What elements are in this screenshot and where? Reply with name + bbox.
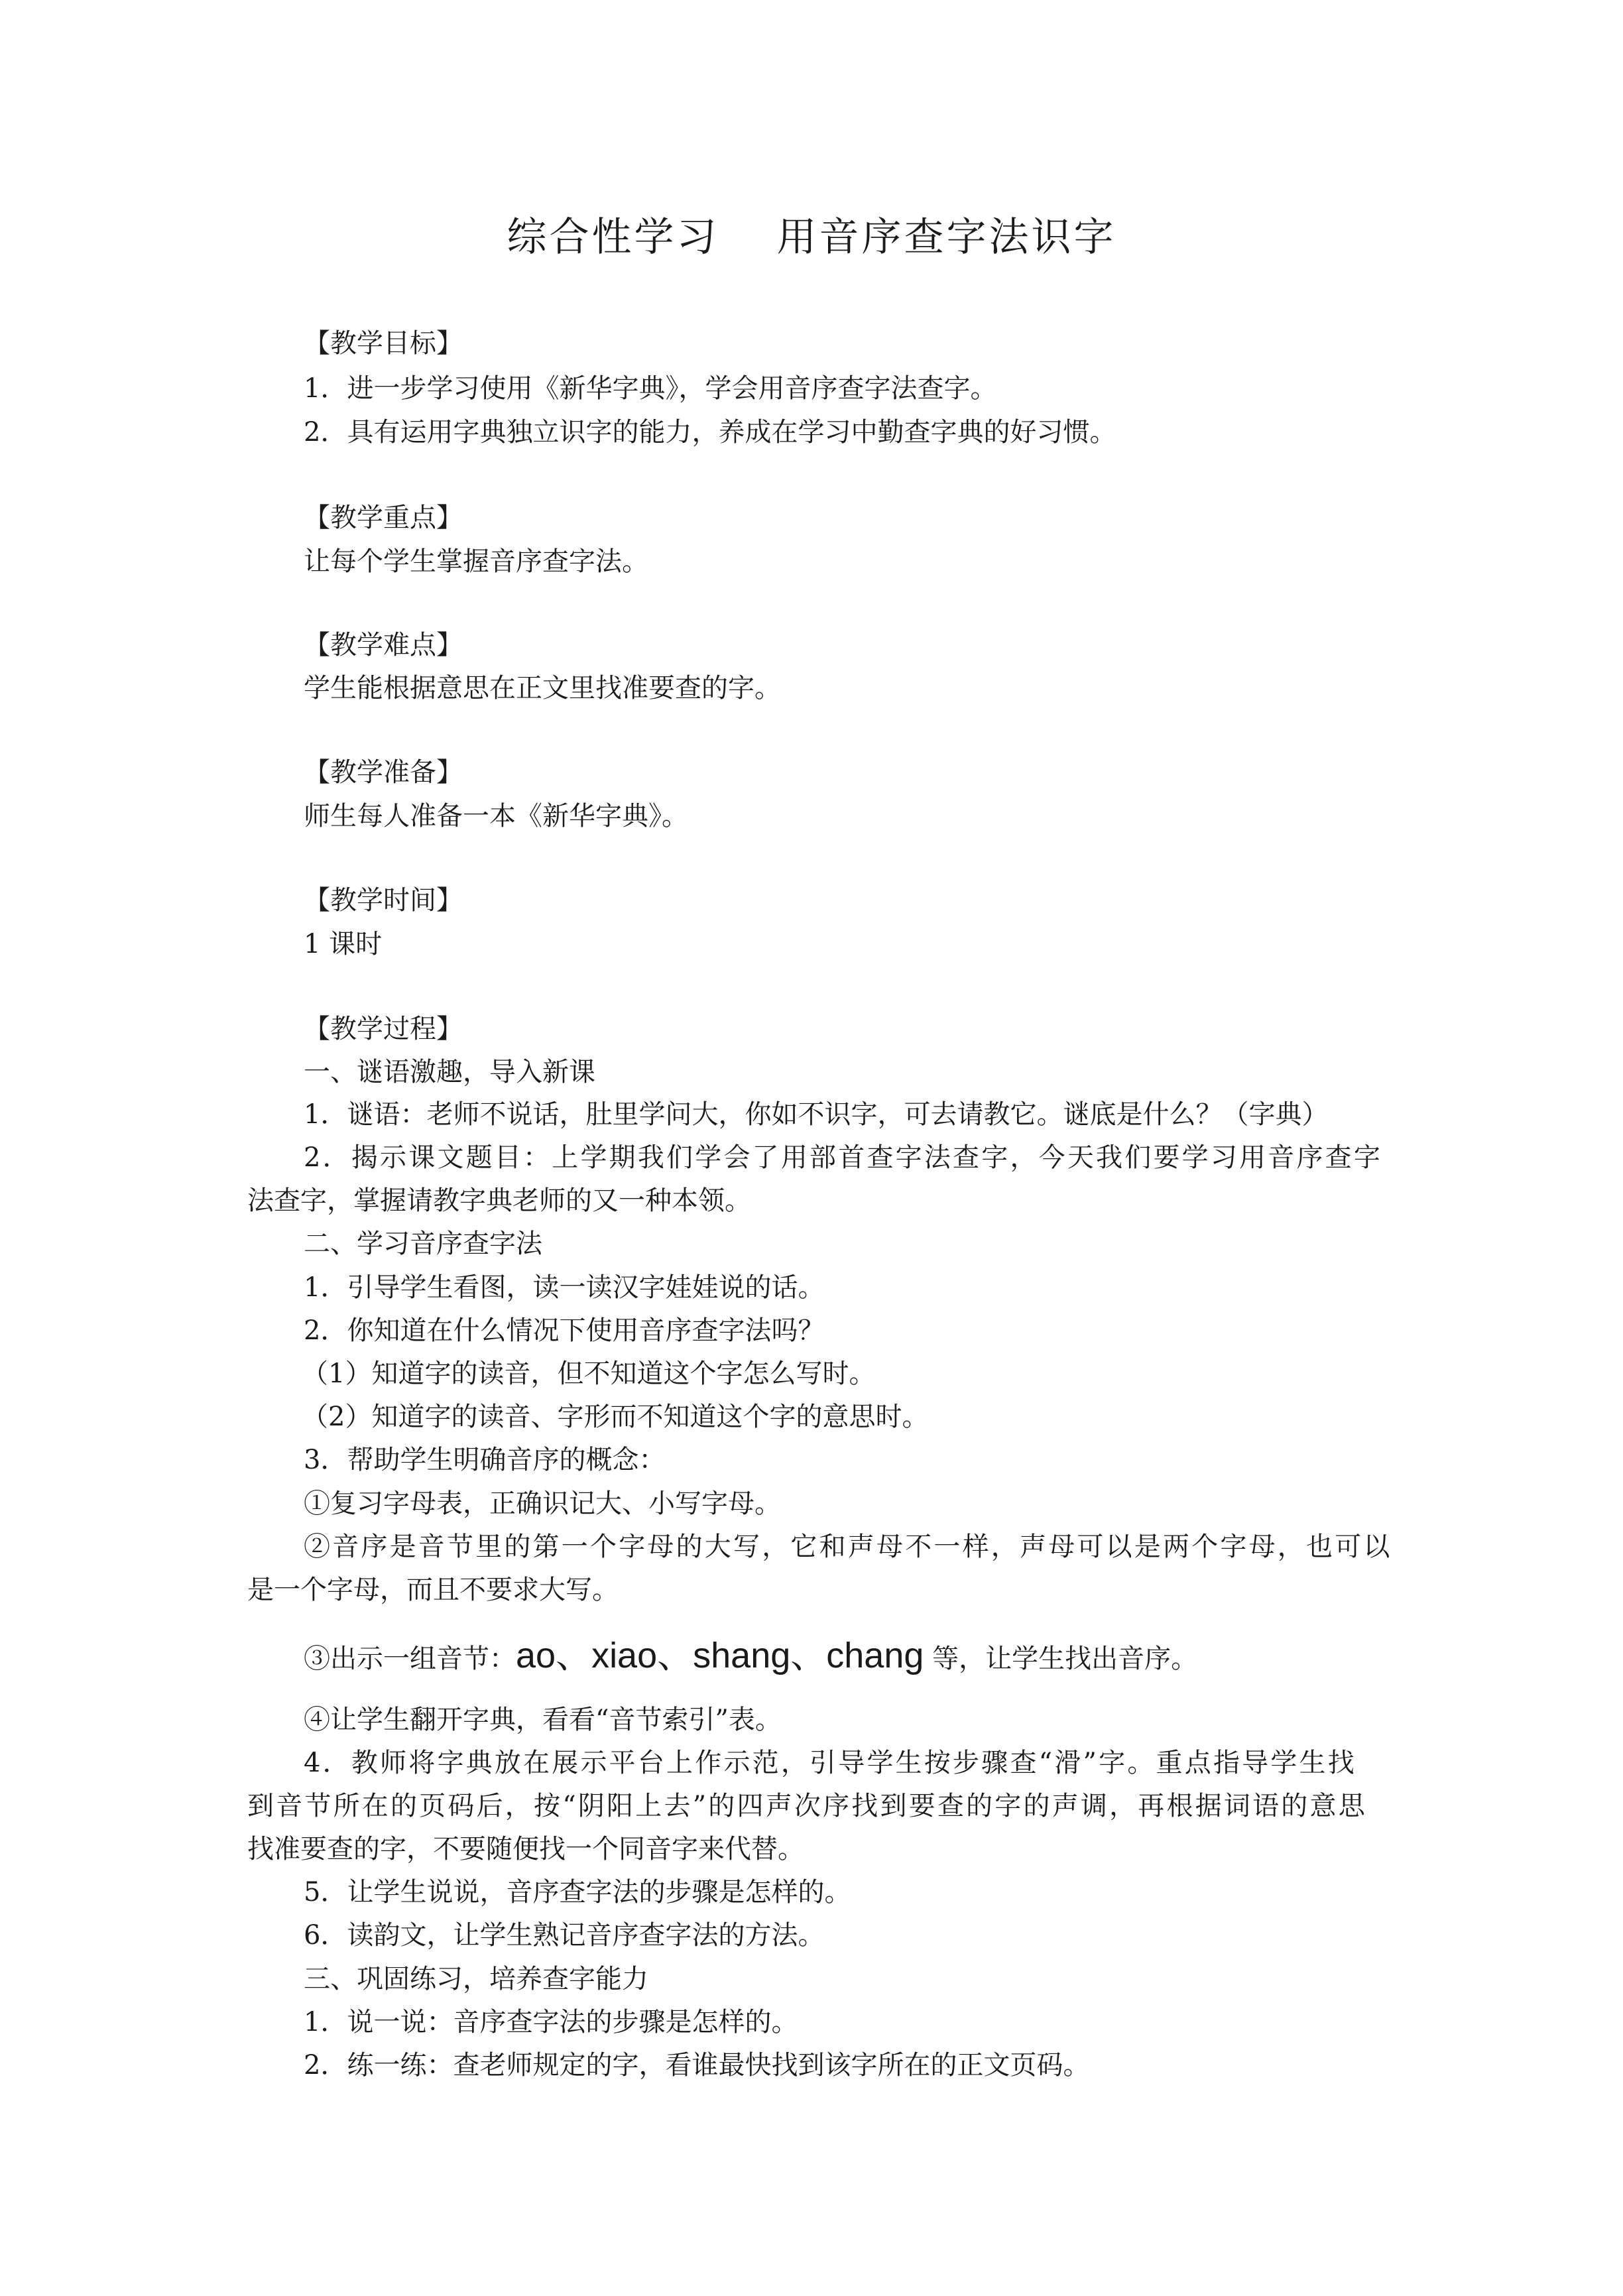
goals-heading: 【教学目标】: [304, 328, 463, 359]
key-point-text: 让每个学生掌握音序查字法。: [304, 546, 648, 577]
section3-p1: 1．说一说：音序查字法的步骤是怎样的。: [304, 2007, 798, 2037]
section2-c2-line1: ②音序是音节里的第一个字母的大写，它和声母不一样，声母可以是两个字母，也可以: [304, 1532, 1392, 1562]
process-heading: 【教学过程】: [304, 1014, 463, 1044]
section1-p1: 1．谜语：老师不说话，肚里学问大，你如不识字，可去请教它。谜底是什么？（字典）: [304, 1099, 1329, 1130]
section2-title: 二、学习音序查字法: [304, 1229, 542, 1259]
section2-c3-suffix: 等，让学生找出音序。: [924, 1644, 1198, 1674]
section2-p2b: （2）知道字的读音、字形而不知道这个字的意思时。: [302, 1402, 929, 1432]
pinyin-syllables: ao、xiao、shang、chang: [516, 1636, 924, 1675]
section2-p4-line1: 4．教师将字典放在展示平台上作示范，引导学生按步骤查“滑”字。重点指导学生找: [304, 1748, 1356, 1778]
section2-p6: 6．读韵文，让学生熟记音序查字法的方法。: [304, 1920, 825, 1951]
section2-p2a: （1）知道字的读音，但不知道这个字怎么写时。: [302, 1359, 876, 1389]
section2-c4: ④让学生翻开字典，看看“音节索引”表。: [304, 1705, 782, 1735]
section1-title: 一、谜语激趣，导入新课: [304, 1057, 595, 1087]
section2-p4-line3: 找准要查的字，不要随便找一个同音字来代替。: [247, 1834, 804, 1864]
section1-p2-line1: 2．揭示课文题目：上学期我们学会了用部首查字法查字，今天我们要学习用音序查字: [304, 1142, 1383, 1173]
time-heading: 【教学时间】: [304, 885, 463, 916]
page-title: 综合性学习 用音序查字法识字: [507, 214, 1116, 261]
difficulty-text: 学生能根据意思在正文里找准要查的字。: [304, 673, 781, 703]
section2-c3-prefix: ③出示一组音节：: [304, 1644, 516, 1674]
preparation-heading: 【教学准备】: [304, 757, 463, 788]
goals-item-2: 2．具有运用字典独立识字的能力，养成在学习中勤查字典的好习惯。: [304, 417, 1116, 448]
preparation-text: 师生每人准备一本《新华字典》。: [304, 801, 688, 831]
section2-c2-line2: 是一个字母，而且不要求大写。: [247, 1575, 619, 1605]
goals-item-1: 1．进一步学习使用《新华字典》，学会用音序查字法查字。: [304, 373, 997, 404]
section2-p1: 1．引导学生看图，读一读汉字娃娃说的话。: [304, 1272, 825, 1303]
time-text: 1 课时: [304, 929, 383, 959]
section2-p5: 5．让学生说说，音序查字法的步骤是怎样的。: [304, 1877, 851, 1907]
section3-title: 三、巩固练习，培养查字能力: [304, 1964, 648, 1994]
section2-p3: 3．帮助学生明确音序的概念：: [304, 1445, 666, 1475]
section1-p2-line2: 法查字，掌握请教字典老师的又一种本领。: [247, 1185, 751, 1216]
section2-c1: ①复习字母表，正确识记大、小写字母。: [304, 1488, 781, 1519]
key-point-heading: 【教学重点】: [304, 503, 463, 533]
section3-p2: 2．练一练：查老师规定的字，看谁最快找到该字所在的正文页码。: [304, 2050, 1090, 2081]
section2-p2: 2．你知道在什么情况下使用音序查字法吗？: [304, 1315, 825, 1346]
section2-c3: [304, 1632, 1197, 1682]
section2-p4-line2: 到音节所在的页码后，按“阴阳上去”的四声次序找到要查的字的声调，再根据词语的意思: [247, 1791, 1367, 1821]
difficulty-heading: 【教学难点】: [304, 630, 463, 660]
